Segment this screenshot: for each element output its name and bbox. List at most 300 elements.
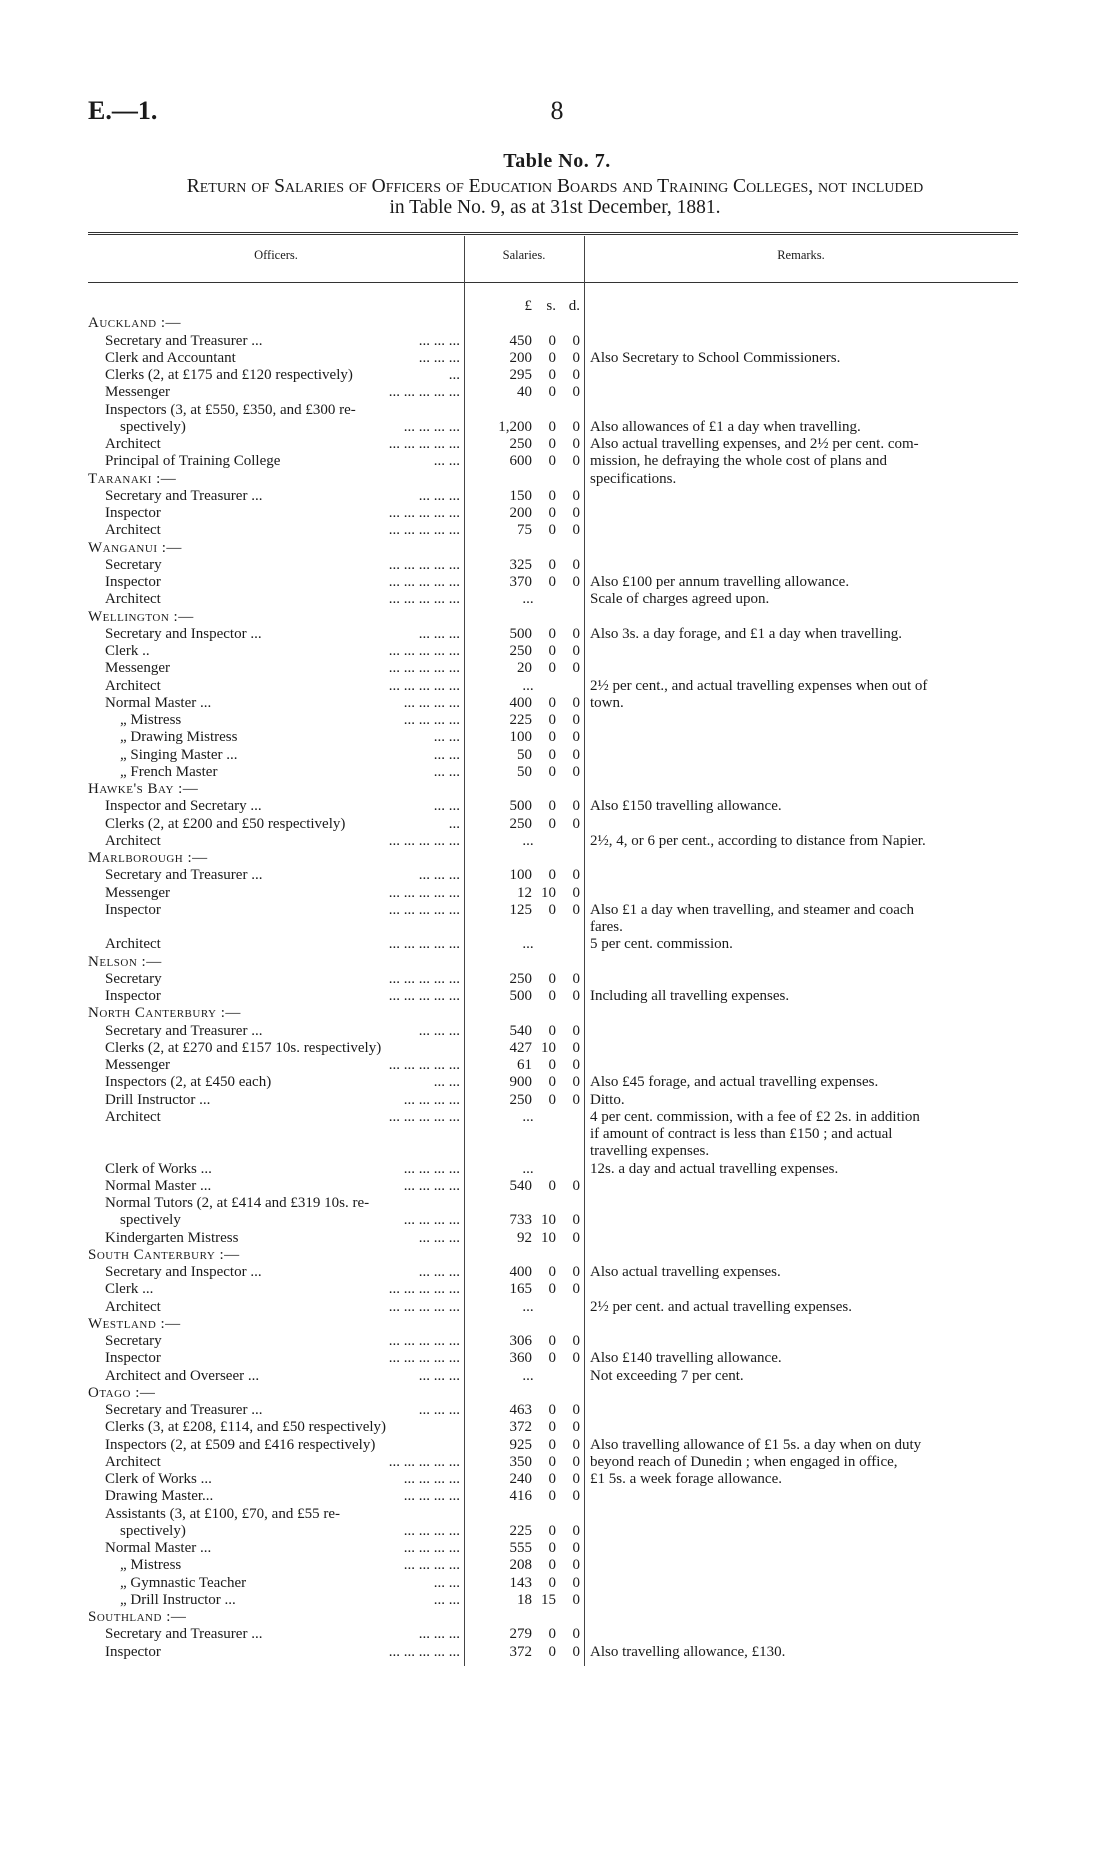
- salary-shillings: 0: [548, 332, 556, 349]
- salary-pence: 0: [572, 746, 580, 763]
- salary-pounds: 900: [509, 1074, 532, 1091]
- salary-pounds: 250: [509, 970, 532, 987]
- table-row: [88, 1437, 1018, 1454]
- remark-text: Also travelling allowance, £130.: [590, 1643, 786, 1660]
- leader-dots: ... ... ... ...: [400, 419, 460, 436]
- table-row: [88, 384, 1018, 401]
- officer-title: [88, 557, 460, 574]
- table-row: [88, 488, 1018, 505]
- remark-text: Also Secretary to School Commissioners.: [590, 349, 841, 366]
- salary-pounds: 500: [509, 798, 532, 815]
- board-name: [88, 1005, 460, 1022]
- officer-title: [88, 1178, 460, 1195]
- officer-title: [88, 1575, 460, 1592]
- salary-pence: 0: [572, 1281, 580, 1298]
- salary-pence: 0: [572, 798, 580, 815]
- officer-text: Wanganui :—: [88, 539, 182, 556]
- officer-title: [88, 626, 460, 643]
- officer-title: [88, 436, 460, 453]
- officer-text: Secretary and Inspector ...: [105, 1264, 262, 1280]
- salary-pence: 0: [572, 1540, 580, 1556]
- table-row: [88, 1419, 1018, 1436]
- officer-text: Drill Instructor ...: [105, 1091, 211, 1108]
- officer-title: [88, 522, 460, 539]
- table-row: [88, 1195, 1018, 1212]
- salary-shillings: 10: [541, 884, 556, 901]
- subtitle-line-2: in Table No. 9, as at 31st December, 1881.: [389, 197, 721, 218]
- section-row: [88, 781, 1018, 798]
- salary-pounds: 350: [509, 1453, 532, 1470]
- salary-pence: 0: [572, 522, 580, 539]
- table-row: [88, 1540, 1018, 1557]
- officer-text: Architect and Overseer ...: [105, 1367, 260, 1384]
- salary-pence: 0: [572, 1402, 580, 1418]
- board-name: [88, 471, 460, 488]
- leader-dots: ... ... ... ... ...: [385, 643, 460, 660]
- remark-text: Also 3s. a day forage, and £1 a day when travelling.: [590, 625, 902, 642]
- table-row: [88, 833, 1018, 850]
- leader-dots: ... ... ... ...: [400, 1471, 460, 1488]
- officer-text: spectively: [120, 1212, 181, 1229]
- salary-shillings: 0: [548, 1333, 556, 1349]
- officer-text: Clerk of Works ...: [105, 1160, 212, 1177]
- salary-pence: 0: [572, 988, 580, 1004]
- officer-text: „ French Master: [120, 763, 218, 780]
- salary-pence: 0: [572, 712, 580, 728]
- table-row: [88, 1523, 1018, 1540]
- remark-text: Also £100 per annum travelling allowance.: [590, 574, 850, 590]
- remark-text: Also travelling allowance of £1 5s. a day when on duty: [590, 1436, 922, 1453]
- officer-title: [88, 747, 460, 764]
- board-name: [88, 609, 460, 626]
- officer-title: [88, 798, 460, 815]
- officer-title: [88, 1626, 460, 1643]
- leader-dots: ... ... ... ...: [400, 1557, 460, 1574]
- salary-pounds: 150: [509, 487, 532, 504]
- leader-dots: ... ... ...: [415, 1264, 460, 1281]
- table-row: [88, 1161, 1018, 1178]
- leader-dots: ... ... ... ... ...: [385, 678, 460, 695]
- salary-placeholder: ...: [522, 677, 534, 694]
- salary-shillings: 0: [548, 1471, 556, 1487]
- officer-text: Inspector: [105, 574, 161, 590]
- salary-pounds: 555: [509, 1540, 532, 1556]
- salary-pence: 0: [572, 660, 580, 677]
- remark-text: 2½, 4, or 6 per cent., according to distance from Napier.: [590, 832, 926, 849]
- officer-title: [88, 1506, 460, 1523]
- leader-dots: ... ...: [430, 1074, 460, 1091]
- officer-text: Secretary: [105, 970, 162, 987]
- officer-text: „ Drill Instructor ...: [120, 1591, 236, 1608]
- officer-title: [88, 1281, 460, 1298]
- officer-text: Nelson :—: [88, 953, 162, 970]
- salary-pounds: 61: [517, 1057, 532, 1073]
- leader-dots: ... ... ... ... ...: [385, 1281, 460, 1298]
- leader-dots: ... ... ... ...: [400, 1523, 460, 1540]
- table-row: [88, 1299, 1018, 1316]
- salary-pounds: 20: [517, 660, 532, 677]
- salary-pounds: 250: [509, 815, 532, 832]
- salary-pounds: 200: [509, 505, 532, 521]
- salary-shillings: 0: [548, 1643, 556, 1660]
- remark-text: 12s. a day and actual travelling expenses.: [590, 1160, 839, 1177]
- remark-text: Scale of charges agreed upon.: [590, 591, 770, 608]
- officer-title: [88, 1074, 460, 1091]
- board-name: [88, 1609, 460, 1626]
- officer-text: Inspector: [105, 1350, 161, 1367]
- officer-title: [88, 1471, 460, 1488]
- leader-dots: ... ... ...: [415, 626, 460, 643]
- officer-text: Architect: [105, 522, 161, 539]
- leader-dots: ...: [445, 816, 460, 833]
- salary-shillings: 0: [548, 815, 556, 832]
- remark-text: Also £150 travelling allowance.: [590, 798, 782, 815]
- salary-pounds: 75: [517, 522, 532, 539]
- officer-title: [88, 1230, 460, 1247]
- salary-pounds: 416: [509, 1488, 532, 1505]
- leader-dots: ... ... ...: [415, 488, 460, 505]
- leader-dots: ... ... ... ... ...: [385, 1057, 460, 1074]
- remark-text: specifications.: [590, 470, 677, 487]
- salary-shillings: 10: [541, 1212, 556, 1229]
- table-row: [88, 419, 1018, 436]
- officer-text: „ Mistress: [120, 1557, 182, 1574]
- remark-text: Also £1 a day when travelling, and steamer and coach: [590, 901, 915, 918]
- salary-pence: 0: [572, 1626, 580, 1643]
- officer-title: [88, 1333, 460, 1350]
- salary-shillings: 0: [548, 643, 556, 659]
- salary-shillings: 0: [548, 729, 556, 746]
- salary-shillings: 0: [548, 1488, 556, 1505]
- salary-pounds: 295: [509, 367, 532, 383]
- salary-shillings: 0: [548, 1350, 556, 1367]
- table-row: [88, 350, 1018, 367]
- officer-text: Inspector and Secretary ...: [105, 798, 262, 815]
- officer-title: [88, 350, 460, 367]
- salary-placeholder: ...: [522, 1108, 534, 1125]
- salary-table-body: [88, 298, 1018, 1661]
- table-row: [88, 1402, 1018, 1419]
- table-row: [88, 885, 1018, 902]
- leader-dots: ... ... ... ...: [400, 1092, 460, 1109]
- table-title: Table No. 7.: [503, 150, 611, 172]
- salary-shillings: 0: [548, 556, 556, 573]
- officer-text: „ Drawing Mistress: [120, 729, 238, 746]
- leader-dots: ... ... ... ... ...: [385, 384, 460, 401]
- table-row: [88, 1126, 1018, 1143]
- remark-text: Also actual travelling expenses, and 2½ per cent. com-: [590, 436, 919, 452]
- officer-text: Hawke's Bay :—: [88, 781, 199, 797]
- officer-title: [88, 1057, 460, 1074]
- salary-pounds: 250: [509, 643, 532, 659]
- officer-text: Messenger: [105, 384, 170, 401]
- salary-pence: 0: [572, 970, 580, 987]
- salary-shillings: 0: [548, 1453, 556, 1470]
- salary-shillings: 10: [541, 1229, 556, 1246]
- document-reference: E.—1.: [88, 96, 158, 125]
- remark-text: £1 5s. a week forage allowance.: [590, 1471, 782, 1487]
- table-row: [88, 522, 1018, 539]
- leader-dots: ... ... ... ... ...: [385, 971, 460, 988]
- salary-shillings: 0: [548, 505, 556, 521]
- officer-text: Secretary and Treasurer ...: [105, 487, 263, 504]
- section-row: [88, 954, 1018, 971]
- remark-text: Also £45 forage, and actual travelling expenses.: [590, 1074, 879, 1091]
- leader-dots: ... ... ... ... ...: [385, 436, 460, 453]
- table-row: [88, 1471, 1018, 1488]
- column-header-remarks: Remarks.: [777, 248, 825, 262]
- salary-shillings: 0: [548, 487, 556, 504]
- officer-title: [88, 1264, 460, 1281]
- salary-shillings: 0: [548, 1419, 556, 1436]
- leader-dots: ... ...: [430, 1575, 460, 1592]
- salary-shillings: 0: [548, 1436, 556, 1453]
- officer-title: [88, 1212, 460, 1229]
- table-row: [88, 1074, 1018, 1091]
- leader-dots: ... ... ... ... ...: [385, 1454, 460, 1471]
- salary-pence: 0: [572, 1453, 580, 1470]
- officer-text: Principal of Training College: [105, 453, 281, 470]
- leader-dots: ... ... ... ...: [400, 695, 460, 712]
- officer-title: [88, 971, 460, 988]
- salary-shillings: 0: [548, 1402, 556, 1418]
- officer-title: [88, 643, 460, 660]
- table-row: [88, 1350, 1018, 1367]
- salary-pounds: 925: [509, 1436, 532, 1453]
- salary-pence: 0: [572, 1039, 580, 1056]
- salary-shillings: 0: [548, 436, 556, 452]
- leader-dots: ... ... ...: [415, 350, 460, 367]
- table-row: [88, 988, 1018, 1005]
- shillings-header: s.: [546, 298, 556, 314]
- leader-dots: ... ... ... ... ...: [385, 660, 460, 677]
- section-row: [88, 1005, 1018, 1022]
- salary-shillings: 0: [548, 660, 556, 677]
- salary-shillings: 0: [548, 1281, 556, 1298]
- officer-title: [88, 367, 460, 384]
- leader-dots: ... ... ... ... ...: [385, 1299, 460, 1316]
- table-row: [88, 1333, 1018, 1350]
- salary-pence: 0: [572, 332, 580, 349]
- officer-title: [88, 402, 460, 419]
- table-row: [88, 747, 1018, 764]
- leader-dots: ... ... ... ... ...: [385, 988, 460, 1005]
- board-name: [88, 1385, 460, 1402]
- salary-shillings: 0: [548, 1522, 556, 1539]
- officer-title: [88, 1592, 460, 1609]
- officer-title: [88, 678, 460, 695]
- section-row: [88, 850, 1018, 867]
- salary-shillings: 10: [541, 1039, 556, 1056]
- remark-text: Not exceeding 7 per cent.: [590, 1367, 744, 1384]
- salary-pounds: 500: [509, 988, 532, 1004]
- officer-text: Southland :—: [88, 1609, 187, 1625]
- table-row: [88, 367, 1018, 384]
- leader-dots: ... ...: [430, 453, 460, 470]
- officer-text: Secretary and Treasurer ...: [105, 1402, 263, 1418]
- salary-placeholder: ...: [522, 832, 534, 849]
- salary-shillings: 0: [548, 988, 556, 1004]
- salary-pounds: 250: [509, 436, 532, 452]
- table-row: [88, 1178, 1018, 1195]
- header-bottom-rule: [88, 282, 1018, 283]
- table-row: [88, 902, 1018, 919]
- salary-pence: 0: [572, 367, 580, 383]
- salary-pounds: 540: [509, 1022, 532, 1039]
- officer-text: Clerk ...: [105, 1281, 154, 1298]
- section-row: [88, 471, 1018, 488]
- table-row: [88, 798, 1018, 815]
- remark-text: Also allowances of £1 a day when travelling.: [590, 418, 861, 435]
- leader-dots: ... ... ... ...: [400, 1161, 460, 1178]
- table-row: [88, 1644, 1018, 1661]
- salary-pence: 0: [572, 487, 580, 504]
- officer-text: Normal Master ...: [105, 1177, 212, 1194]
- officer-title: [88, 867, 460, 884]
- salary-pence: 0: [572, 1591, 580, 1608]
- officer-title: [88, 505, 460, 522]
- officer-text: Clerk of Works ...: [105, 1471, 212, 1487]
- officer-text: Messenger: [105, 660, 170, 677]
- table-row: [88, 1040, 1018, 1057]
- salary-pounds: 165: [509, 1281, 532, 1298]
- salary-pence: 0: [572, 1074, 580, 1091]
- leader-dots: ... ... ... ...: [400, 712, 460, 729]
- officer-text: spectively): [120, 1522, 186, 1539]
- leader-dots: ... ... ... ...: [400, 1178, 460, 1195]
- leader-dots: ...: [445, 367, 460, 384]
- salary-shillings: 0: [548, 1540, 556, 1556]
- salary-pounds: 600: [509, 453, 532, 470]
- salary-placeholder: ...: [522, 936, 534, 953]
- currency-header-row: [88, 298, 1018, 315]
- leader-dots: ... ... ... ... ...: [385, 885, 460, 902]
- salary-pence: 0: [572, 556, 580, 573]
- table-row: [88, 678, 1018, 695]
- table-row: [88, 1454, 1018, 1471]
- leader-dots: ... ... ... ... ...: [385, 591, 460, 608]
- officer-title: [88, 1368, 460, 1385]
- leader-dots: ... ...: [430, 764, 460, 781]
- salary-shillings: 0: [548, 1557, 556, 1574]
- officer-text: Secretary and Treasurer ...: [105, 332, 263, 349]
- salary-shillings: 0: [548, 418, 556, 435]
- officer-title: [88, 1350, 460, 1367]
- salary-pence: 0: [572, 1212, 580, 1229]
- remark-text: Also actual travelling expenses.: [590, 1264, 781, 1280]
- table-subtitle: [90, 176, 1020, 218]
- board-name: [88, 1247, 460, 1264]
- section-row: [88, 315, 1018, 332]
- remark-text: 4 per cent. commission, with a fee of £2 2s. in addition: [590, 1108, 920, 1125]
- salary-pounds: 372: [509, 1419, 532, 1436]
- leader-dots: ... ... ... ... ...: [385, 574, 460, 591]
- salary-shillings: 0: [548, 712, 556, 728]
- officer-text: Architect: [105, 1298, 161, 1315]
- salary-pence: 0: [572, 867, 580, 884]
- salary-pence: 0: [572, 884, 580, 901]
- leader-dots: ... ... ...: [415, 1023, 460, 1040]
- table-row: [88, 971, 1018, 988]
- officer-title: [88, 712, 460, 729]
- officer-title: [88, 816, 460, 833]
- salary-shillings: 0: [548, 1626, 556, 1643]
- officer-title: [88, 1523, 460, 1540]
- remark-text: 2½ per cent., and actual travelling expenses when out of: [590, 677, 928, 694]
- officer-text: Secretary: [105, 1333, 162, 1349]
- salary-placeholder: ...: [522, 1367, 534, 1384]
- salary-pounds: 208: [509, 1557, 532, 1574]
- column-header-officers: Officers.: [254, 248, 298, 262]
- table-row: [88, 1212, 1018, 1229]
- remark-text: beyond reach of Dunedin ; when engaged in office,: [590, 1453, 898, 1470]
- officer-title: [88, 1419, 460, 1436]
- officer-text: Secretary and Treasurer ...: [105, 1626, 263, 1643]
- salary-shillings: 0: [548, 1264, 556, 1280]
- salary-shillings: 0: [548, 1022, 556, 1039]
- officer-title: [88, 1557, 460, 1574]
- officer-title: [88, 419, 460, 436]
- table-row: [88, 505, 1018, 522]
- officer-title: [88, 833, 460, 850]
- salary-placeholder: ...: [522, 591, 534, 608]
- salary-pence: 0: [572, 384, 580, 401]
- salary-pounds: 143: [509, 1574, 532, 1591]
- salary-shillings: 0: [548, 349, 556, 366]
- board-name: [88, 315, 460, 332]
- officer-title: [88, 1092, 460, 1109]
- salary-shillings: 0: [548, 367, 556, 383]
- table-row: [88, 1092, 1018, 1109]
- salary-pence: 0: [572, 1091, 580, 1108]
- board-name: [88, 1316, 460, 1333]
- salary-pounds: 360: [509, 1350, 532, 1367]
- salary-pounds: 463: [509, 1402, 532, 1418]
- leader-dots: ... ... ... ... ...: [385, 505, 460, 522]
- officer-title: [88, 1437, 460, 1454]
- table-row: [88, 816, 1018, 833]
- table-row: [88, 1143, 1018, 1160]
- leader-dots: ... ... ... ... ...: [385, 1333, 460, 1350]
- salary-pounds: 225: [509, 712, 532, 728]
- salary-pence: 0: [572, 694, 580, 711]
- salary-shillings: 0: [548, 867, 556, 884]
- salary-shillings: 0: [548, 970, 556, 987]
- table-row: [88, 453, 1018, 470]
- salary-pence: 0: [572, 505, 580, 521]
- salary-pounds: 400: [509, 694, 532, 711]
- leader-dots: ... ... ... ...: [400, 1212, 460, 1229]
- salary-pounds: 12: [517, 884, 532, 901]
- officer-text: Assistants (3, at £100, £70, and £55 re-: [105, 1505, 340, 1522]
- leader-dots: ... ...: [430, 798, 460, 815]
- salary-pence: 0: [572, 1436, 580, 1453]
- officer-title: [88, 988, 460, 1005]
- salary-pounds: 225: [509, 1522, 532, 1539]
- officer-text: Secretary and Treasurer ...: [105, 1022, 263, 1039]
- officer-text: Marlborough :—: [88, 850, 208, 866]
- salary-pence: 0: [572, 729, 580, 746]
- salary-pence: 0: [572, 1229, 580, 1246]
- table-row: [88, 764, 1018, 781]
- pence-header: d.: [568, 298, 580, 314]
- officer-title: [88, 574, 460, 591]
- officer-text: Inspector: [105, 1643, 161, 1660]
- table-top-rule: [88, 232, 1018, 233]
- salary-shillings: 0: [548, 1574, 556, 1591]
- salary-pence: 0: [572, 574, 580, 590]
- officer-text: Clerks (2, at £175 and £120 respectively): [105, 367, 353, 383]
